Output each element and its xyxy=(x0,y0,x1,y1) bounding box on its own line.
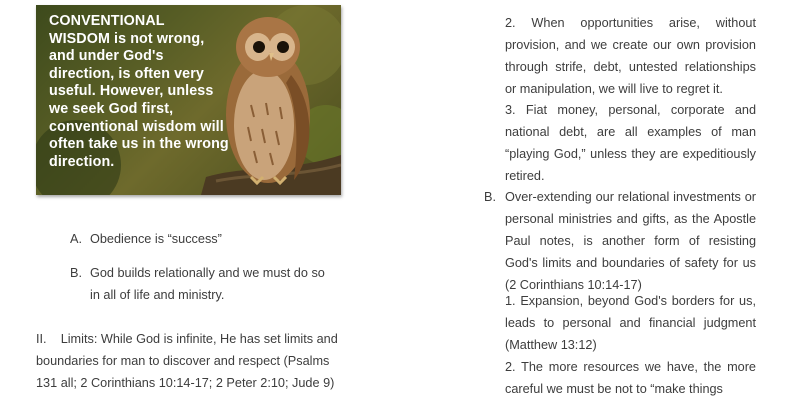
right-paragraph-1: 1. Expansion, beyond God's borders for us, leads to personal and financial judgment (Matthew 13:12) xyxy=(505,294,756,352)
owl-caption: CONVENTIONAL WISDOM is not wrong, and under God's direction, is often very useful. However, unless we seek God first, conventional wisdom will often take us in the wrong direction. xyxy=(49,13,229,170)
section-ii xyxy=(36,328,346,394)
section-ii-label: II. xyxy=(36,332,47,346)
item-b-text-line2: in all of life and ministry. xyxy=(90,288,225,302)
right-item-b-label: B. xyxy=(484,190,496,204)
owl-eye-left xyxy=(253,41,265,53)
right-paragraph-3: 3. Fiat money, personal, corporate and national debt, are all examples of man “playing God,” unless they are expeditiously retired. xyxy=(505,103,756,183)
right-paragraph-2: 2. When opportunities arise, without provision, and we create our own provision through strife, debt, untested relationships or manipulation, we will live to regret it. xyxy=(505,16,756,96)
outline-item-b xyxy=(70,262,355,306)
outline-item-a xyxy=(70,228,222,250)
section-ii-text: Limits: While God is infinite, He has set limits and boundaries for man to discover and respect (Psalms 131 all; 2 Corinthians 10:14-17; 2 Peter 2:10; Jude 9) xyxy=(36,332,338,390)
item-a-text: Obedience is “success” xyxy=(90,232,222,246)
right-paragraph-2b: 2. The more resources we have, the more careful we must be not to “make things xyxy=(505,360,756,396)
right-item-b-text: Over-extending our relational investments or personal ministries and gifts, as the Apostle Paul notes, is another form of resisting God's limits and boundaries of safety for us (2 Corinthians 10:14-17) xyxy=(505,190,756,292)
item-b-label: B. xyxy=(70,266,82,280)
item-b-text-line1: God builds relationally and we must do so xyxy=(90,266,325,280)
owl-photo-box xyxy=(36,5,341,195)
item-a-label: A. xyxy=(70,232,82,246)
owl-eye-right xyxy=(277,41,289,53)
